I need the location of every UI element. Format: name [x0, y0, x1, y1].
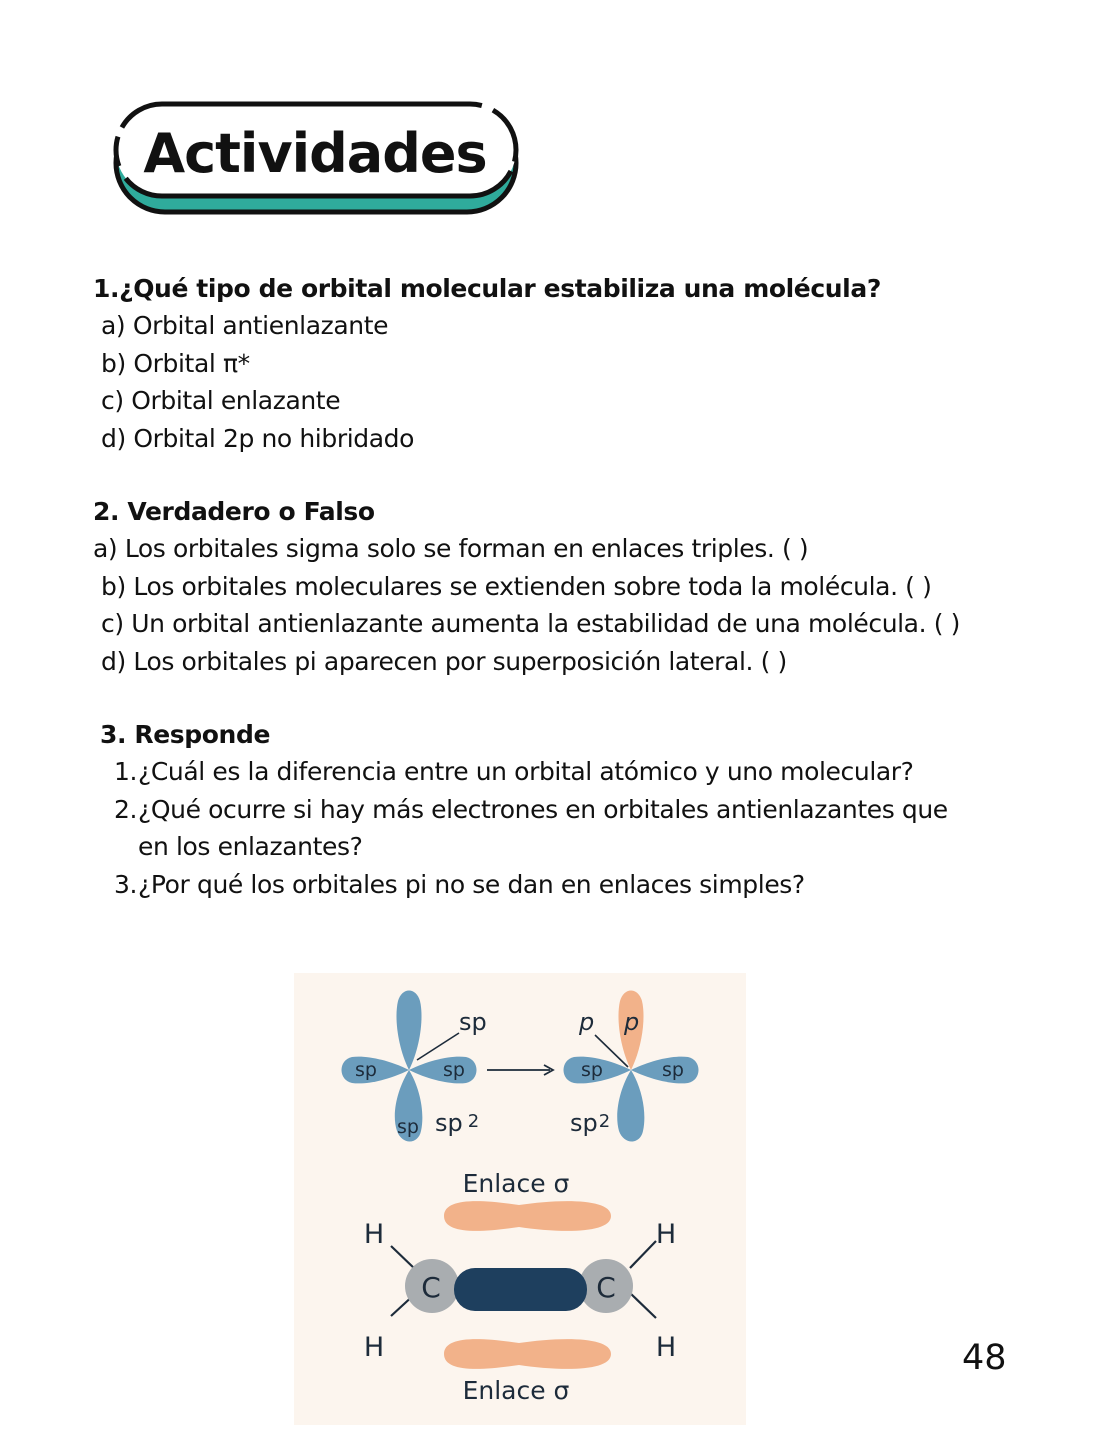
option-c: c) Orbital enlazante: [101, 386, 341, 416]
sp2-base: sp: [435, 1109, 463, 1137]
hydrogen-top-right: H: [655, 1219, 677, 1250]
question-2: [93, 493, 960, 680]
sub-question-number: 1.: [114, 757, 138, 787]
label-sp2-right: [570, 1109, 610, 1137]
sub-question-text: ¿Por qué los orbitales pi no se dan en enlaces simples?: [138, 869, 805, 899]
option-d: d) Orbital 2p no hibridado: [101, 423, 415, 453]
sigma-bond: [454, 1268, 587, 1311]
sp2-superscript: 2: [467, 1111, 480, 1132]
sub-question-text: ¿Qué ocurre si hay más electrones en orbitales antienlazantes que: [138, 794, 948, 824]
sp2-superscript: 2: [598, 1111, 611, 1132]
lobe-top: [396, 991, 421, 1071]
sub-question-number: 2.: [114, 794, 138, 824]
arrow-icon: [487, 1065, 553, 1075]
sp2-base: sp: [570, 1109, 598, 1137]
label-lobe-left: sp: [355, 1059, 377, 1081]
option-b: b) Orbital π*: [101, 348, 250, 378]
sp-pointer-line: [417, 1033, 459, 1060]
option-a: a) Orbital antienlazante: [101, 311, 389, 341]
pi-cloud-top: [444, 1201, 611, 1231]
carbon-label-right: C: [596, 1271, 616, 1304]
sub-question-2-continued: en los enlazantes?: [138, 832, 363, 862]
bond-label-bottom: Enlace σ: [462, 1376, 570, 1405]
sub-question-2: [100, 791, 948, 828]
sub-question-text: ¿Cuál es la diferencia entre un orbital atómico y uno molecular?: [138, 757, 914, 787]
statement-c: c) Un orbital antienlazante aumenta la estabilidad de una molécula. ( ): [101, 609, 960, 639]
question-1: [93, 270, 881, 457]
carbon-label-left: C: [421, 1271, 441, 1304]
hydrogen-bottom-left: H: [363, 1332, 385, 1363]
bond-label-top: Enlace σ: [462, 1169, 570, 1198]
question-2-title: 2. Verdadero o Falso: [93, 497, 375, 526]
pi-cloud-bottom: [444, 1339, 611, 1369]
activities-header-badge: [112, 100, 522, 218]
question-3-title: 3. Responde: [100, 720, 271, 749]
page-title: Actividades: [143, 122, 487, 185]
sub-question-number: 3.: [114, 869, 138, 899]
statement-d: d) Los orbitales pi aparecen por superposición lateral. ( ): [101, 646, 787, 676]
orbital-diagram: [294, 973, 746, 1425]
label-p-lobe: p: [624, 1008, 640, 1036]
label-lobe-right-right: sp: [662, 1059, 684, 1081]
sub-question-1: [100, 753, 948, 790]
question-1-title: 1.¿Qué tipo de orbital molecular estabiliza una molécula?: [93, 274, 881, 303]
hydrogen-top-left: H: [363, 1219, 385, 1250]
statement-a: a) Los orbitales sigma solo se forman en enlaces triples. ( ): [93, 534, 809, 564]
page-number: 48: [962, 1338, 1007, 1378]
sub-question-3: [100, 866, 948, 903]
question-3: [100, 716, 948, 903]
statement-b: b) Los orbitales moleculares se extienden sobre toda la molécula. ( ): [101, 571, 932, 601]
label-sp2-left: [435, 1109, 479, 1137]
label-lobe-bottom: sp: [397, 1116, 419, 1138]
label-lobe-left-right: sp: [581, 1059, 603, 1081]
lobe-bottom: [617, 1070, 644, 1142]
label-sp-top: sp: [459, 1008, 487, 1036]
label-lobe-right: sp: [443, 1059, 465, 1081]
hydrogen-bottom-right: H: [655, 1332, 677, 1363]
label-p-pointer: p: [579, 1008, 595, 1036]
